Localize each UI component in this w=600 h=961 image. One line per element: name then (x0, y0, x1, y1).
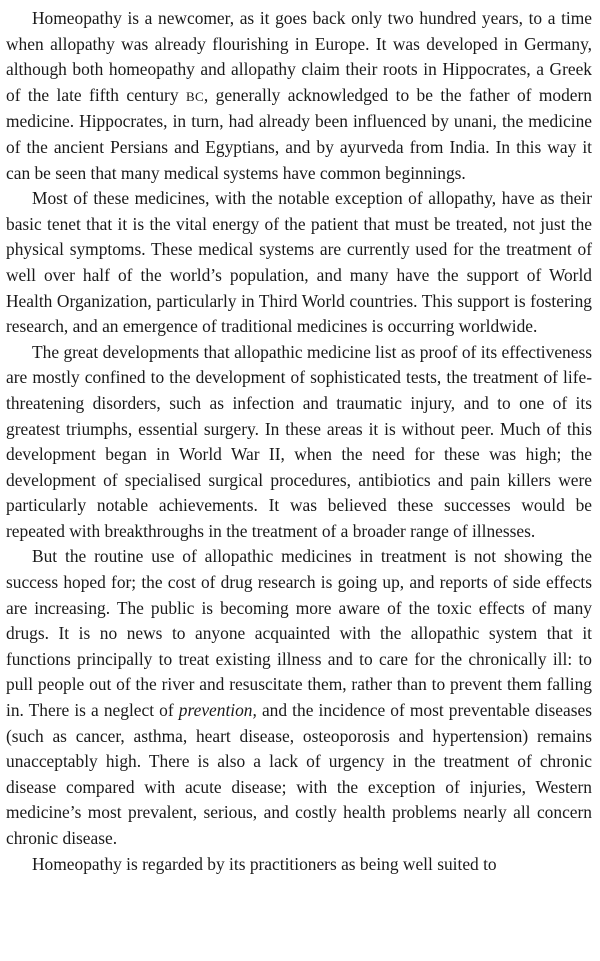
paragraph-vital-energy (6, 186, 592, 340)
text-segment: , generally acknowledged to be the father of modern medicine. Hippocrates, in turn, had already been influenced by unani, the medicine of the ancient Persians and Egyptians, and by ayurveda from India. In this way it can be seen that many medical systems have common beginnings. (6, 84, 592, 183)
paragraph-allopathic-developments (6, 340, 592, 545)
text-segment: and the incidence of most preventable diseases (such as cancer, asthma, heart disease, osteoporosis and hypertension) remains unacceptably high. There is also a lack of urgency in the treatment of chronic disease compared with acute disease; with the exception of injuries, Western medicine’s most prevalent, serious, and costly health problems nearly all concern chronic disease. (6, 700, 592, 848)
paragraph-allopathic-limitations (6, 544, 592, 851)
paragraph-homeopathy-origins (6, 6, 592, 186)
text-segment: Homeopathy is a newcomer, as it goes back only two hundred years, to a time when allopathy was already flourishing in Europe. It was developed in Germany, although both homeopathy and allopathy claim their roots in Hippocrates, a Greek of the late fifth century (6, 8, 592, 105)
text-segment: Most of these medicines, with the notable exception of allopathy, have as their basic tenet that it is the vital energy of the patient that must be treated, not just the physical symptoms. These medical systems are currently used for the treatment of well over half of the world’s population, and many have the support of World Health Organization, particularly in Third World countries. This support is fostering research, and an emergence of traditional medicines is occurring worldwide. (6, 188, 592, 337)
text-segment: Homeopathy is regarded by its practitioners as being well suited to (32, 853, 497, 874)
era-abbreviation: BC (185, 88, 204, 104)
text-segment: The great developments that allopathic medicine list as proof of its effectiveness are mostly confined to the development of sophisticated tests, the treatment of life-threatening disorders, such as infection and traumatic injury, and to one of its greatest triumphs, essential surgery. In these areas it is without peer. Much of this development began in World War II, when the need for these was high; the development of specialised surgical procedures, antibiotics and pain killers were particularly notable achievements. It was believed these successes would be repeated with breakthroughs in the treatment of a broader range of illnesses. (6, 341, 592, 541)
paragraph-homeopathy-suited (6, 852, 592, 878)
book-page (6, 6, 592, 877)
text-segment: But the routine use of allopathic medicines in treatment is not showing the success hoped for; the cost of drug research is going up, and reports of side effects are increasing. The public is becoming more aware of the toxic effects of many drugs. It is no news to anyone acquainted with the allopathic system that it functions principally to treat existing illness and to care for the chronically ill: to pull people out of the river and resuscitate them, rather than to prevent them falling in. There is a neglect of (6, 546, 592, 721)
emphasis-prevention: prevention, (178, 700, 257, 721)
